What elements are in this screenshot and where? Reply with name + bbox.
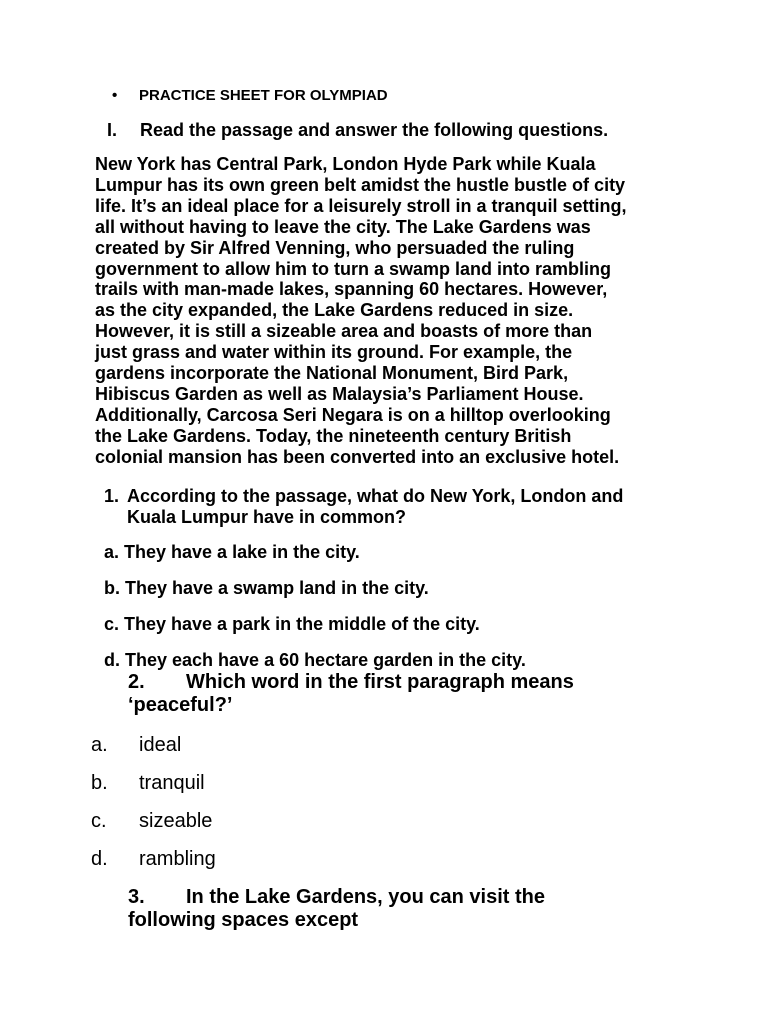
passage-line: the Lake Gardens. Today, the nineteenth century British xyxy=(95,425,572,446)
passage-line: as the city expanded, the Lake Gardens reduced in size. xyxy=(95,300,574,321)
passage-line: New York has Central Park, London Hyde Park while Kuala xyxy=(95,154,596,174)
reading-passage xyxy=(95,154,685,468)
option-letter: c. xyxy=(91,810,107,832)
option-letter: d. xyxy=(91,848,108,870)
question-2-line-1 xyxy=(128,671,574,694)
question-2-line-2: ‘peaceful?’ xyxy=(128,694,233,716)
sheet-title: PRACTICE SHEET FOR OLYMPIAD xyxy=(139,87,388,104)
passage-line: life. It’s an ideal place for a leisurely stroll in a tranquil setting, xyxy=(95,195,627,216)
question-3-text: In the Lake Gardens, you can visit the xyxy=(186,886,545,908)
question-3-line-1 xyxy=(128,886,545,909)
instruction-text: Read the passage and answer the following questions. xyxy=(140,120,609,140)
passage-line: However, it is still a sizeable area and boasts of more than xyxy=(95,321,593,342)
question-3-line-2: following spaces except xyxy=(128,909,359,931)
question-2-number: 2. xyxy=(128,671,145,693)
question-1-line-1: According to the passage, what do New York, London and xyxy=(127,486,624,506)
option-text: sizeable xyxy=(139,810,213,832)
question-1-number: 1. xyxy=(104,486,120,506)
passage-line: Lumpur has its own green belt amidst the hustle bustle of city xyxy=(95,174,626,195)
option-text: tranquil xyxy=(139,772,205,794)
question-1-line-2: Kuala Lumpur have in common? xyxy=(127,507,407,527)
option-letter: a. xyxy=(91,734,108,756)
question-1-option-b: b. They have a swamp land in the city. xyxy=(104,578,429,598)
passage-line: trails with man-made lakes, spanning 60 hectares. However, xyxy=(95,279,608,300)
question-1-option-c: c. They have a park in the middle of the city. xyxy=(104,614,480,634)
question-2 xyxy=(128,671,574,717)
question-1-option-d: d. They each have a 60 hectare garden in the city. xyxy=(104,650,526,670)
passage-line: Additionally, Carcosa Seri Negara is on a hilltop overlooking xyxy=(95,404,611,425)
passage-line: just grass and water within its ground. For example, the xyxy=(95,342,573,363)
passage-line: all without having to leave the city. The Lake Gardens was xyxy=(95,216,591,237)
option-text: rambling xyxy=(139,848,216,870)
question-1-option-a: a. They have a lake in the city. xyxy=(104,542,360,562)
passage-line: gardens incorporate the National Monument, Bird Park, xyxy=(95,363,569,384)
passage-line: created by Sir Alfred Venning, who persuaded the ruling xyxy=(95,237,575,258)
passage-line: government to allow him to turn a swamp land into rambling xyxy=(95,258,612,279)
passage-line: colonial mansion has been converted into an exclusive hotel. xyxy=(95,446,620,467)
bullet-icon: • xyxy=(112,87,118,104)
question-3-number: 3. xyxy=(128,886,145,908)
instruction-number: I. xyxy=(107,120,118,140)
option-letter: b. xyxy=(91,772,108,794)
question-3 xyxy=(128,886,545,932)
question-2-text: Which word in the first paragraph means xyxy=(186,671,574,693)
passage-line: Hibiscus Garden as well as Malaysia’s Parliament House. xyxy=(95,383,584,404)
option-text: ideal xyxy=(139,734,182,756)
